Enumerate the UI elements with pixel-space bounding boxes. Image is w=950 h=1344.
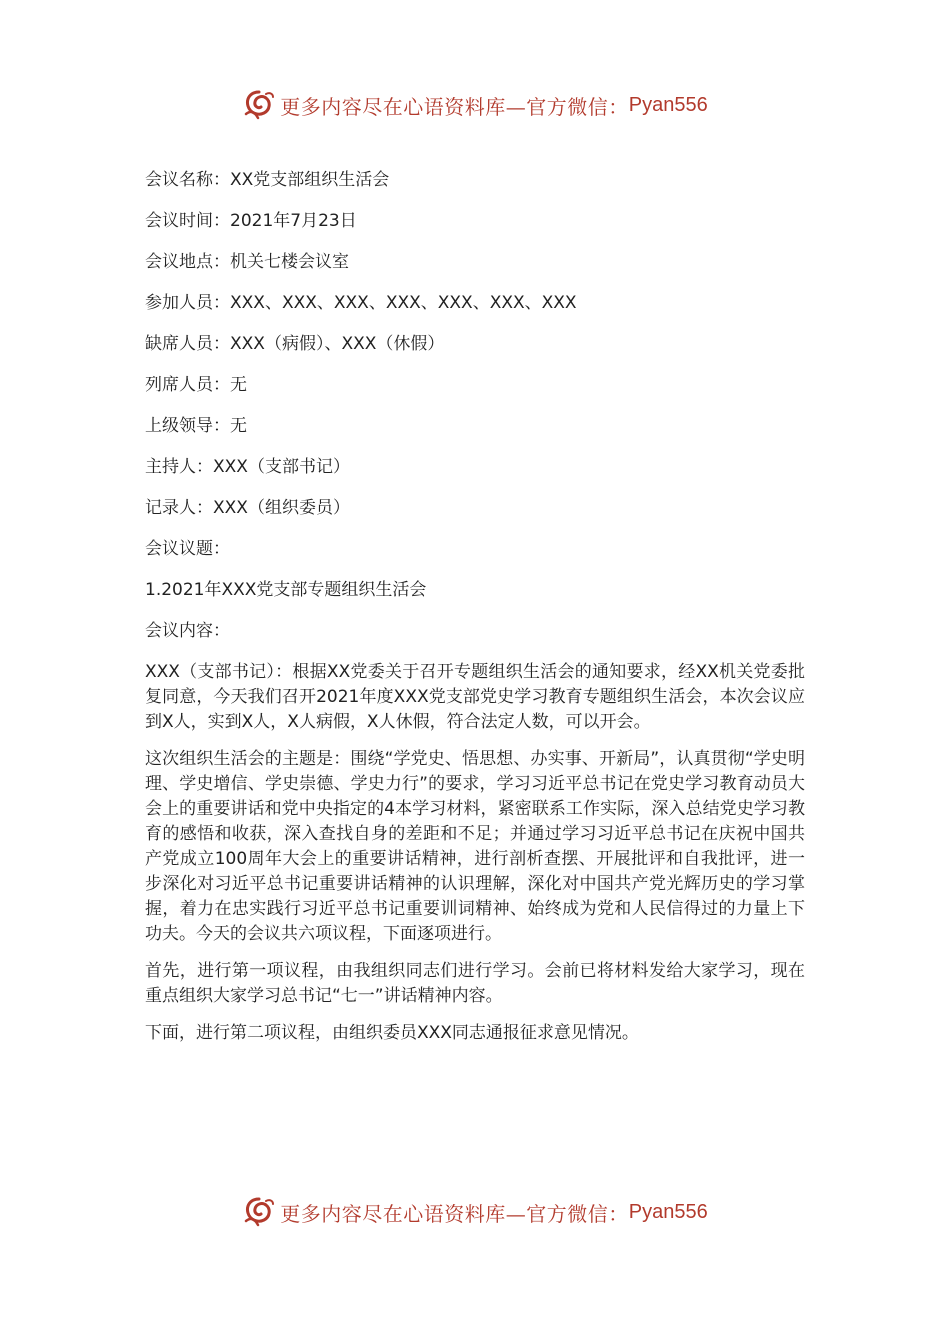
attendees: 参加人员：XXX、XXX、XXX、XXX、XXX、XXX、XXX: [145, 293, 577, 313]
recorder: 记录人：XXX（组织委员）: [145, 498, 350, 518]
banner-wechat-id: Pyan556: [628, 1200, 708, 1223]
spiral-leaf-logo-icon: [242, 1195, 276, 1229]
meeting-location: 会议地点：机关七楼会议室: [145, 252, 349, 272]
absentees: 缺席人员：XXX（病假）、XXX（休假）: [145, 334, 445, 354]
document-body: [145, 168, 805, 1058]
banner-text: 更多内容尽在心语资料库—官方微信：: [280, 94, 629, 119]
agenda-heading: 会议议题：: [145, 539, 230, 559]
spiral-leaf-logo-icon: [242, 88, 276, 122]
paragraph-item-one: 首先，进行第一项议程，由我组织同志们进行学习。会前已将材料发给大家学习，现在重点组织大家学习总书记“七一”讲话精神内容。: [145, 961, 805, 1006]
meeting-time: 会议时间：2021年7月23日: [145, 211, 357, 231]
content-heading: 会议内容：: [145, 621, 230, 641]
paragraph-opening: XXX（支部书记）：根据XX党委关于召开专题组织生活会的通知要求，经XX机关党委批复同意，今天我们召开2021年度XXX党支部党史学习教育专题组织生活会，本次会议应到X人，实到X人，X人病假，X人休假，符合法定人数，可以开会。: [145, 662, 805, 732]
banner-text: 更多内容尽在心语资料库—官方微信：: [280, 1201, 629, 1226]
banner-wechat-id: Pyan556: [628, 93, 708, 116]
agenda-item: 1.2021年XXX党支部专题组织生活会: [145, 580, 427, 600]
paragraph-theme: 这次组织生活会的主题是：围绕“学党史、悟思想、办实事、开新局”，认真贯彻“学史明理、学史增信、学史崇德、学史力行”的要求，学习习近平总书记在党史学习教育动员大会上的重要讲话和党中央指定的4本学习材料，紧密联系工作实际，深入总结党史学习教育的感悟和收获，深入查找自身的差距和不足；并通过学习习近平总书记在庆祝中国共产党成立100周年大会上的重要讲话精神，进行剖析查摆、开展批评和自我批评，进一步深化对习近平总书记重要讲话精神的认识理解，深化对中国共产党光辉历史的学习掌握，着力在忠实践行习近平总书记重要训词精神、始终成为党和人民信得过的力量上下功夫。今天的会议共六项议程，下面逐项进行。: [145, 749, 805, 944]
paragraph-item-two: 下面，进行第二项议程，由组织委员XXX同志通报征求意见情况。: [145, 1023, 639, 1043]
meeting-name: 会议名称：XX党支部组织生活会: [145, 170, 390, 190]
host: 主持人：XXX（支部书记）: [145, 457, 350, 477]
footer-banner: [0, 1190, 950, 1234]
header-banner: [0, 83, 950, 127]
observers: 列席人员：无: [145, 375, 247, 395]
superior-leaders: 上级领导：无: [145, 416, 247, 436]
